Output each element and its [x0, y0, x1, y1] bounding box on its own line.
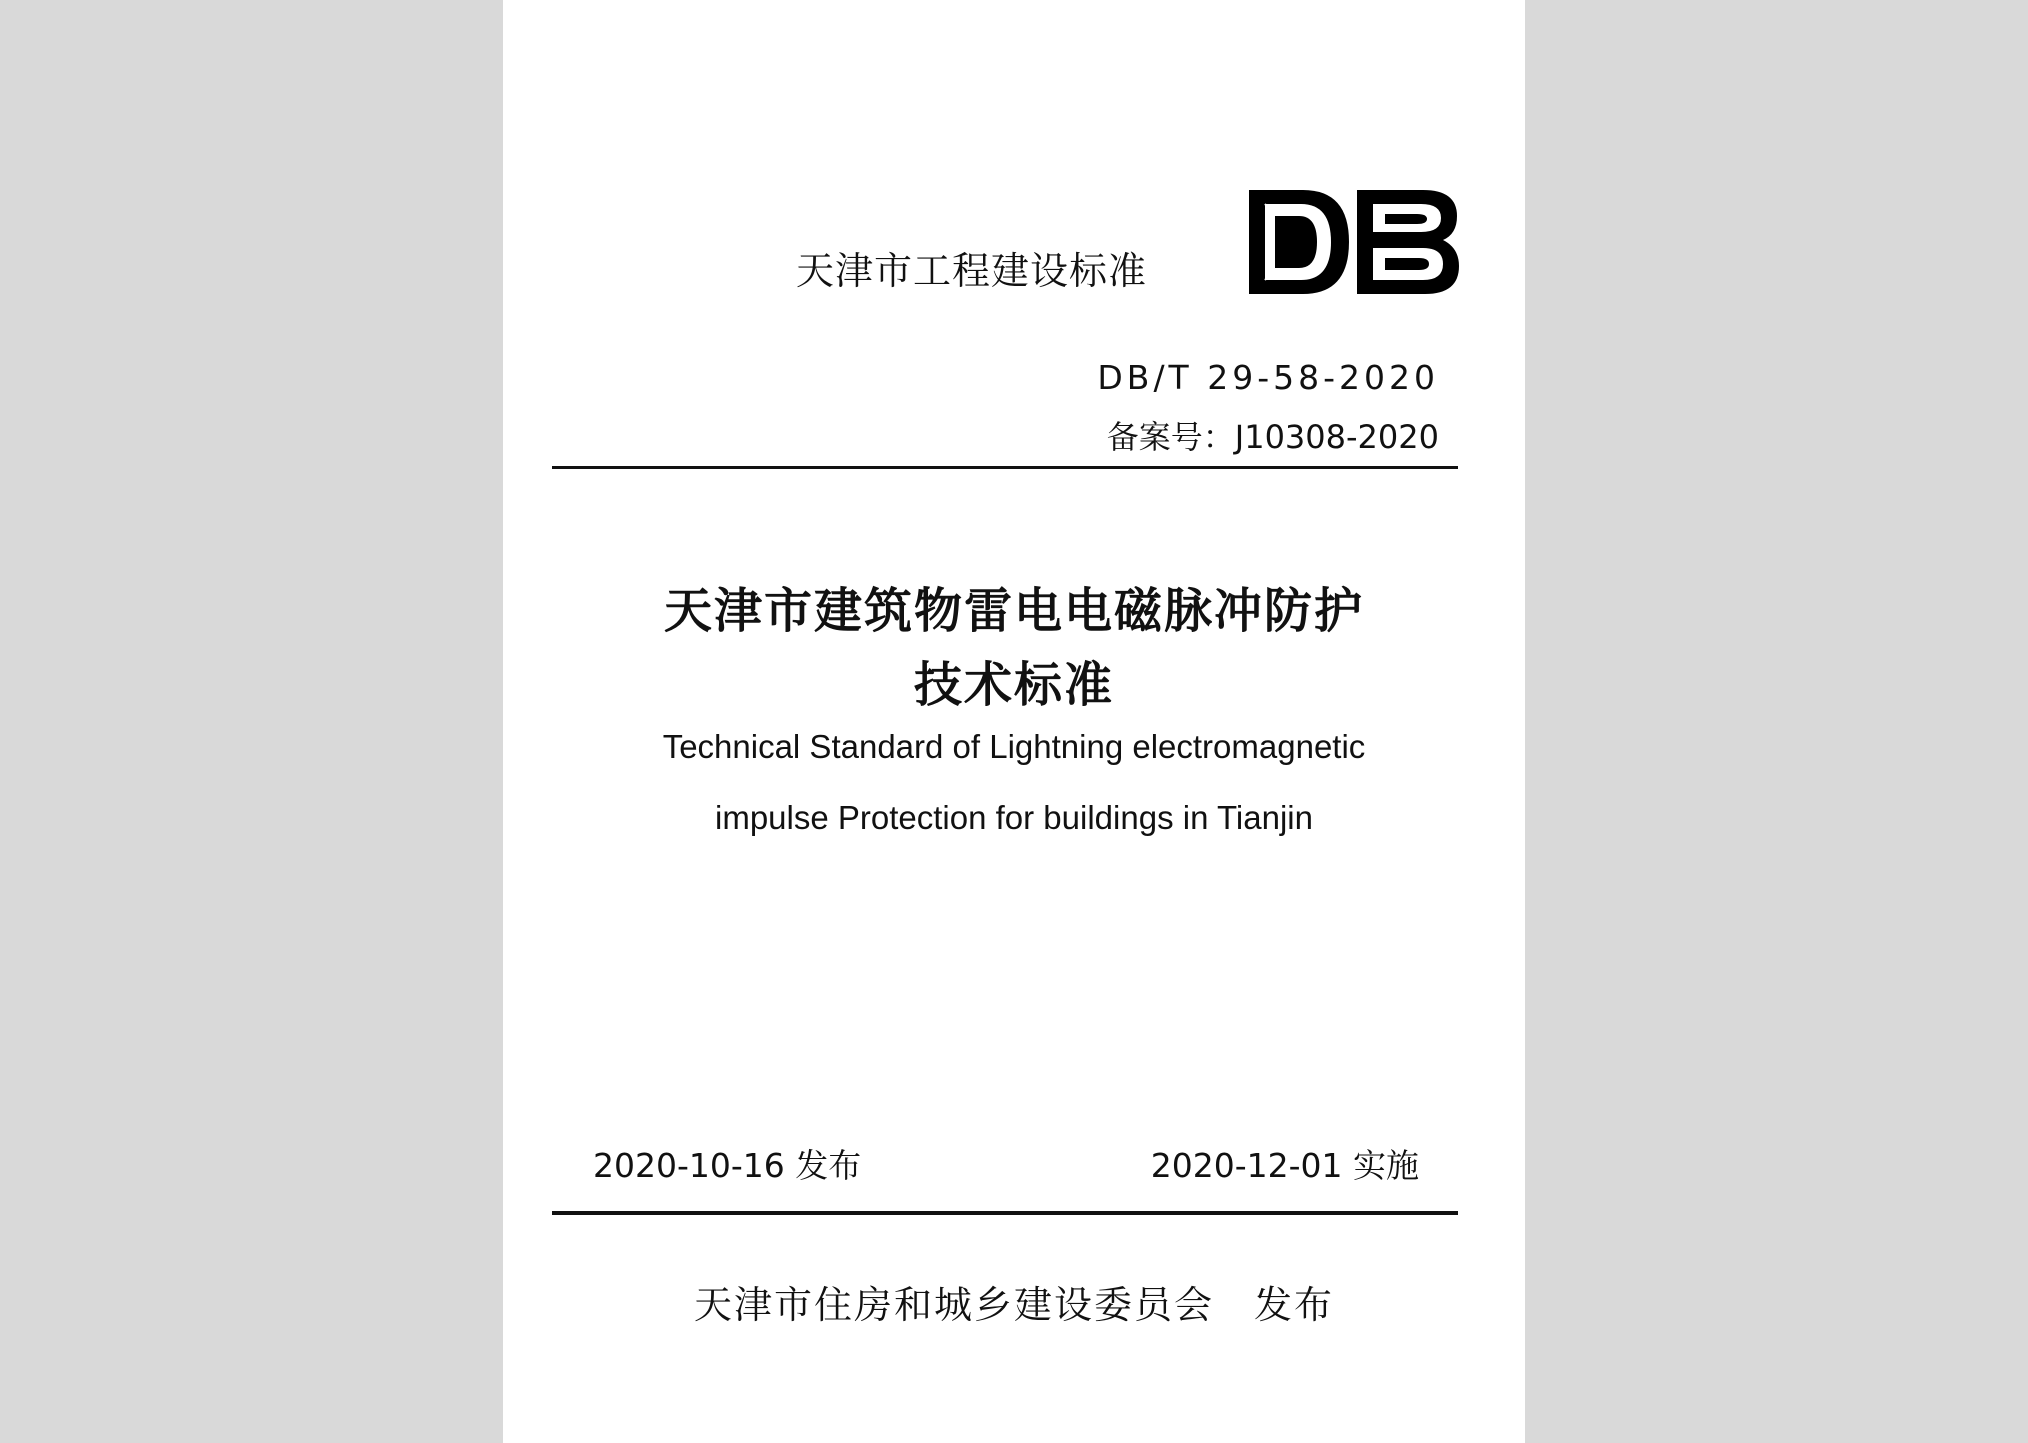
publisher-line: [503, 1274, 1525, 1329]
series-title: 天津市工程建设标准: [796, 249, 1148, 293]
record-number: 备案号：J10308-2020: [1106, 418, 1439, 456]
document-page: [503, 0, 1525, 1443]
issue-label: 发布: [795, 1146, 862, 1185]
title-en-line1: Technical Standard of Lightning electromagnetic: [662, 728, 1366, 765]
publisher-action: 发布: [1254, 1283, 1335, 1327]
issue-date-block: [593, 1140, 861, 1187]
bottom-divider: [552, 1211, 1458, 1215]
title-cn-line2: 技术标准: [913, 657, 1114, 713]
db-logo: [1245, 186, 1463, 298]
top-divider: [552, 466, 1458, 469]
standard-number: DB/T 29-58-2020: [1097, 358, 1439, 397]
effective-date: 2020-12-01: [1150, 1146, 1343, 1185]
publisher-name: 天津市住房和城乡建设委员会: [693, 1283, 1214, 1327]
effective-date-block: [1151, 1140, 1419, 1187]
title-cn-line1: 天津市建筑物雷电电磁脉冲防护: [663, 583, 1364, 639]
effective-label: 实施: [1353, 1146, 1419, 1185]
issue-date: 2020-10-16: [593, 1146, 785, 1185]
title-en-line2: impulse Protection for buildings in Tianjin: [715, 799, 1313, 836]
